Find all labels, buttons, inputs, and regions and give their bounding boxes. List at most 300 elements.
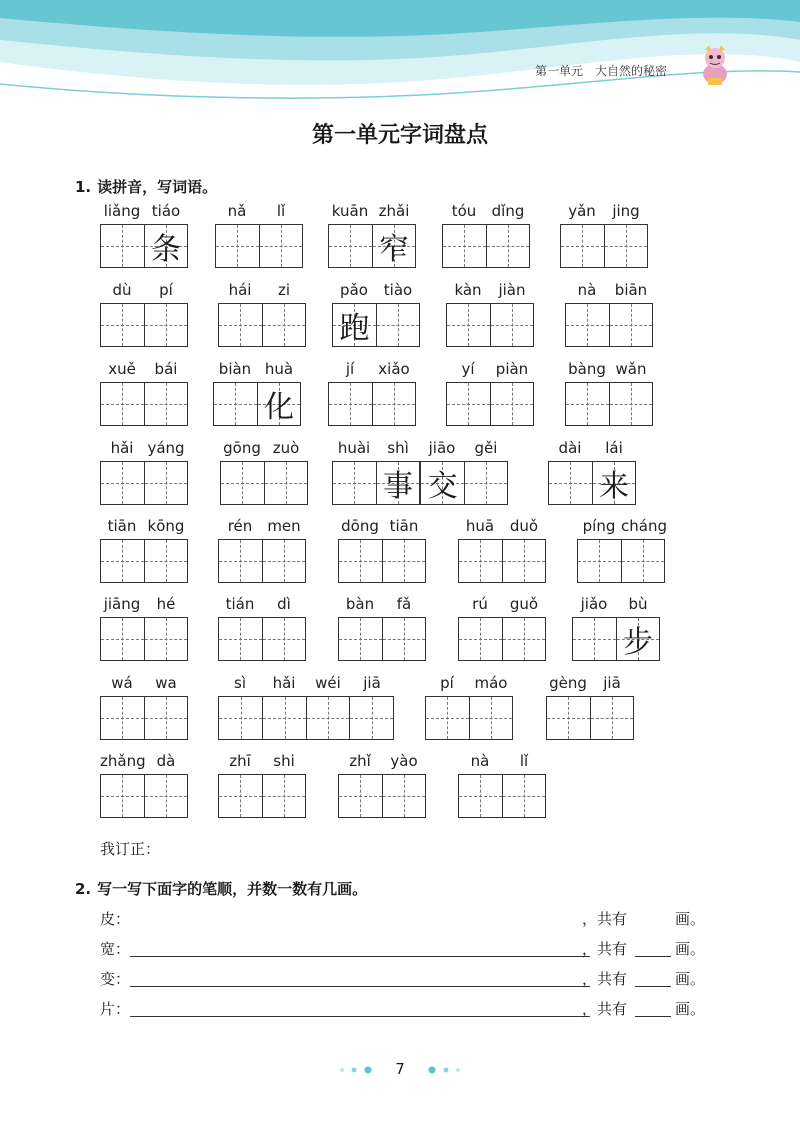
writing-cell[interactable] (592, 462, 635, 504)
writing-cell[interactable] (566, 383, 609, 425)
writing-cell[interactable] (486, 225, 529, 267)
pinyin-syllable: tiáo (151, 202, 181, 220)
cell-char (573, 618, 616, 660)
pinyin-syllable: zuò (272, 439, 300, 457)
stroke-answer-line[interactable] (130, 956, 590, 957)
cell-char (265, 462, 307, 504)
writing-grid (100, 696, 188, 740)
question-text: 读拼音，写词语。 (97, 178, 218, 196)
cell-char (145, 304, 187, 346)
stroke-count-blank[interactable] (635, 956, 671, 957)
pinyin-line (332, 439, 420, 461)
pinyin-line (220, 439, 308, 461)
cell-char: 步 (622, 625, 653, 660)
writing-cell[interactable] (262, 540, 305, 582)
word-item (458, 517, 546, 583)
pinyin-syllable: yào (390, 752, 418, 770)
writing-cell[interactable] (144, 225, 187, 267)
cell-char (263, 697, 306, 739)
writing-grid (546, 696, 634, 740)
writing-cell[interactable] (329, 225, 372, 267)
pinyin-syllable: máo (474, 674, 508, 692)
pinyin-syllable: huā (465, 517, 495, 535)
writing-grid (338, 617, 426, 661)
pinyin-syllable: bàng (568, 360, 606, 378)
pinyin-syllable: dài (558, 439, 582, 457)
word-item (442, 202, 530, 268)
correction-label: 我订正： (100, 840, 161, 858)
cell-char (350, 697, 393, 739)
pinyin-syllable: wǎn (615, 360, 647, 378)
writing-cell[interactable] (616, 618, 659, 660)
writing-cell[interactable] (490, 304, 533, 346)
pinyin-syllable: hǎi (110, 439, 134, 457)
writing-cell[interactable] (219, 697, 262, 739)
writing-cell[interactable] (144, 618, 187, 660)
stroke-unit-label: 画。 (675, 1000, 706, 1018)
writing-grid (218, 696, 394, 740)
pinyin-syllable: lǐ (276, 202, 286, 220)
pinyin-syllable: jing (612, 202, 640, 220)
stroke-char: 皮： (100, 910, 131, 928)
writing-cell[interactable] (502, 775, 545, 817)
stroke-char: 变： (100, 970, 131, 988)
writing-cell[interactable] (144, 540, 187, 582)
cell-char (503, 540, 545, 582)
pinyin-syllable: dà (156, 752, 176, 770)
writing-grid (425, 696, 513, 740)
cell-char (101, 462, 144, 504)
pinyin-syllable: shi (273, 752, 295, 770)
pinyin-syllable: jiāo (428, 439, 456, 457)
page-footer (0, 1060, 800, 1078)
word-item (100, 674, 188, 740)
pinyin-syllable: hái (228, 281, 252, 299)
dots-right-icon (424, 1065, 464, 1075)
pinyin-line (100, 595, 188, 617)
pinyin-syllable: gèng (549, 674, 587, 692)
pinyin-syllable: men (267, 517, 301, 535)
word-item (100, 281, 188, 347)
stroke-count-blank[interactable] (635, 986, 671, 987)
writing-cell[interactable] (144, 383, 187, 425)
writing-cell[interactable] (349, 697, 393, 739)
writing-cell[interactable] (447, 304, 490, 346)
writing-cell[interactable] (547, 697, 590, 739)
stroke-answer-line[interactable] (130, 986, 590, 987)
writing-cell[interactable] (339, 540, 382, 582)
pinyin-line (565, 360, 653, 382)
pinyin-syllable: zi (277, 281, 291, 299)
word-item (100, 360, 188, 426)
pinyin-syllable: jiā (603, 674, 621, 692)
pinyin-line (218, 281, 306, 303)
pinyin-syllable: jiāng (103, 595, 141, 613)
word-item (100, 517, 188, 583)
writing-cell[interactable] (214, 383, 257, 425)
pinyin-syllable: cháng (621, 517, 667, 535)
writing-cell[interactable] (216, 225, 259, 267)
writing-cell[interactable] (333, 462, 376, 504)
pinyin-syllable: xiǎo (378, 360, 410, 378)
stroke-char: 片： (100, 1000, 131, 1018)
writing-cell[interactable] (469, 697, 512, 739)
writing-grid (100, 539, 188, 583)
writing-cell[interactable] (262, 775, 305, 817)
pinyin-syllable: rú (472, 595, 488, 613)
writing-cell[interactable] (101, 775, 144, 817)
word-item (458, 595, 546, 661)
pinyin-syllable: pí (159, 281, 173, 299)
pinyin-syllable: fǎ (396, 595, 412, 613)
word-item (100, 439, 188, 505)
pinyin-syllable: huài (337, 439, 371, 457)
pinyin-line (328, 202, 416, 224)
cell-char (263, 618, 305, 660)
stroke-total-label: ，共有 (582, 1000, 628, 1018)
pinyin-line (218, 595, 306, 617)
pinyin-syllable: duǒ (509, 517, 539, 535)
cell-char (578, 540, 621, 582)
pinyin-line (565, 281, 653, 303)
cell-char (383, 618, 425, 660)
writing-cell[interactable] (262, 697, 306, 739)
pinyin-syllable: pí (440, 674, 454, 692)
writing-cell[interactable] (447, 383, 490, 425)
writing-cell[interactable] (609, 304, 652, 346)
cell-char (339, 540, 382, 582)
cell-char (145, 540, 187, 582)
pinyin-syllable: lǐ (519, 752, 529, 770)
writing-grid (548, 461, 636, 505)
pinyin-syllable: tóu (451, 202, 477, 220)
writing-cell[interactable] (464, 462, 507, 504)
writing-grid (420, 461, 508, 505)
writing-cell[interactable] (376, 304, 419, 346)
cell-char (503, 775, 545, 817)
writing-cell[interactable] (426, 697, 469, 739)
word-item (446, 281, 534, 347)
cell-char (101, 618, 144, 660)
writing-cell[interactable] (372, 383, 415, 425)
pinyin-syllable: sì (234, 674, 246, 692)
page-title: 第一单元字词盘点 (311, 123, 488, 148)
pinyin-syllable: zhǐ (349, 752, 371, 770)
pinyin-line (458, 752, 546, 774)
writing-cell[interactable] (443, 225, 486, 267)
pinyin-syllable: jiā (363, 674, 381, 692)
writing-cell[interactable] (101, 618, 144, 660)
pinyin-line (446, 281, 534, 303)
writing-cell[interactable] (382, 775, 425, 817)
cell-char: 化 (263, 390, 294, 425)
writing-cell[interactable] (604, 225, 647, 267)
pinyin-line (213, 360, 301, 382)
pinyin-line (425, 674, 513, 696)
word-item (548, 439, 636, 505)
cell-char (333, 462, 376, 504)
writing-cell[interactable] (573, 618, 616, 660)
cell-char (219, 540, 262, 582)
word-item (565, 360, 653, 426)
writing-cell[interactable] (382, 540, 425, 582)
writing-cell[interactable] (459, 540, 502, 582)
word-item (332, 281, 420, 347)
writing-grid (577, 539, 665, 583)
writing-grid (458, 774, 546, 818)
writing-cell[interactable] (219, 775, 262, 817)
cell-char (214, 383, 257, 425)
pinyin-syllable: dù (112, 281, 132, 299)
pinyin-syllable: nà (470, 752, 490, 770)
word-item (100, 595, 188, 661)
cell-char (263, 304, 305, 346)
word-item (420, 439, 508, 505)
cell-char (145, 462, 187, 504)
writing-cell[interactable] (609, 383, 652, 425)
cell-char (101, 540, 144, 582)
writing-grid (218, 539, 306, 583)
writing-cell[interactable] (421, 462, 464, 504)
cell-char: 来 (598, 469, 629, 504)
pinyin-syllable: kuān (331, 202, 369, 220)
word-item (458, 752, 546, 818)
pinyin-syllable: dōng (341, 517, 379, 535)
cell-char (605, 225, 647, 267)
writing-grid (338, 539, 426, 583)
word-item (220, 439, 308, 505)
cell-char (487, 225, 529, 267)
writing-cell[interactable] (329, 383, 372, 425)
cell-char (547, 697, 590, 739)
stroke-row (100, 938, 706, 962)
pinyin-line (328, 360, 416, 382)
cell-char (373, 383, 415, 425)
question-number: 1. (75, 178, 92, 196)
cell-char (566, 383, 609, 425)
pinyin-syllable: gōng (223, 439, 261, 457)
cell-char (219, 304, 262, 346)
word-item (546, 674, 634, 740)
cell-char (219, 618, 262, 660)
cell-char (465, 462, 507, 504)
writing-grid (100, 461, 188, 505)
word-item (218, 595, 306, 661)
question-text: 写一写下面字的笔顺，并数一数有几画。 (97, 880, 368, 898)
writing-cell[interactable] (101, 697, 144, 739)
writing-cell[interactable] (339, 618, 382, 660)
pinyin-syllable: jiǎo (580, 595, 608, 613)
writing-grid (100, 382, 188, 426)
pinyin-syllable: zhǎi (378, 202, 410, 220)
pinyin-line (215, 202, 303, 224)
writing-grid (446, 303, 534, 347)
stroke-total-label: ，共有 (582, 970, 628, 988)
writing-cell[interactable] (382, 618, 425, 660)
word-item (560, 202, 648, 268)
writing-cell[interactable] (101, 540, 144, 582)
writing-cell[interactable] (144, 462, 187, 504)
stroke-row (100, 998, 706, 1022)
cell-char (219, 697, 262, 739)
writing-cell[interactable] (144, 775, 187, 817)
cell-char (491, 383, 533, 425)
writing-grid (338, 774, 426, 818)
pinyin-line (560, 202, 648, 224)
writing-cell[interactable] (376, 462, 419, 504)
word-item (565, 281, 653, 347)
pinyin-syllable: pǎo (340, 281, 368, 299)
pinyin-line (218, 674, 394, 696)
writing-cell[interactable] (101, 225, 144, 267)
writing-cell[interactable] (372, 225, 415, 267)
writing-cell[interactable] (333, 304, 376, 346)
pinyin-line (100, 281, 188, 303)
cell-char (383, 540, 425, 582)
writing-cell[interactable] (459, 618, 502, 660)
pinyin-syllable: shì (387, 439, 409, 457)
writing-cell[interactable] (101, 383, 144, 425)
writing-grid (565, 382, 653, 426)
stroke-answer-line[interactable] (130, 1016, 590, 1017)
writing-grid (332, 461, 420, 505)
pinyin-line (546, 674, 634, 696)
cell-char (263, 775, 305, 817)
writing-cell[interactable] (590, 697, 633, 739)
writing-cell[interactable] (144, 304, 187, 346)
pinyin-syllable: jí (345, 360, 355, 378)
cell-char (377, 304, 419, 346)
cell-char (339, 618, 382, 660)
pinyin-syllable: jiàn (498, 281, 526, 299)
pinyin-syllable: tián (225, 595, 255, 613)
writing-cell[interactable] (219, 540, 262, 582)
cell-char (329, 225, 372, 267)
pinyin-syllable: nà (577, 281, 597, 299)
writing-cell[interactable] (262, 618, 305, 660)
pinyin-line (420, 439, 508, 461)
pinyin-syllable: kàn (454, 281, 482, 299)
word-item (218, 674, 394, 740)
cell-char (101, 304, 144, 346)
writing-grid (100, 774, 188, 818)
writing-cell[interactable] (221, 462, 264, 504)
writing-cell[interactable] (306, 697, 350, 739)
word-item (215, 202, 303, 268)
pinyin-syllable: bù (628, 595, 648, 613)
writing-grid (458, 539, 546, 583)
writing-cell[interactable] (502, 540, 545, 582)
cell-char (610, 304, 652, 346)
cell-char (145, 775, 187, 817)
writing-cell[interactable] (502, 618, 545, 660)
writing-cell[interactable] (339, 775, 382, 817)
pinyin-line (100, 752, 188, 774)
word-item (338, 595, 426, 661)
word-item (577, 517, 665, 583)
pinyin-syllable: dì (277, 595, 291, 613)
pinyin-line (100, 360, 188, 382)
cell-char (263, 540, 305, 582)
cell-char (447, 304, 490, 346)
word-item (218, 281, 306, 347)
cell-char (503, 618, 545, 660)
pinyin-syllable: dǐng (491, 202, 525, 220)
writing-grid (220, 461, 308, 505)
pinyin-syllable: bái (154, 360, 178, 378)
writing-cell[interactable] (259, 225, 302, 267)
stroke-unit-label: 画。 (675, 970, 706, 988)
writing-cell[interactable] (490, 383, 533, 425)
pinyin-line (100, 517, 188, 539)
cell-char (447, 383, 490, 425)
dots-left-icon (336, 1065, 376, 1075)
writing-cell[interactable] (144, 697, 187, 739)
pinyin-syllable: zhī (229, 752, 251, 770)
pinyin-line (572, 595, 660, 617)
writing-cell[interactable] (101, 304, 144, 346)
writing-cell[interactable] (264, 462, 307, 504)
pinyin-syllable: piàn (495, 360, 529, 378)
writing-cell[interactable] (561, 225, 604, 267)
writing-cell[interactable] (219, 618, 262, 660)
pinyin-syllable: huà (264, 360, 294, 378)
question-number: 2. (75, 880, 92, 898)
cell-char (221, 462, 264, 504)
writing-cell[interactable] (262, 304, 305, 346)
writing-grid (218, 303, 306, 347)
writing-grid (458, 617, 546, 661)
cell-char (443, 225, 486, 267)
question-1 (75, 176, 217, 197)
cell-char (566, 304, 609, 346)
pinyin-syllable: yí (461, 360, 475, 378)
pinyin-syllable: lái (605, 439, 623, 457)
word-item (338, 752, 426, 818)
writing-cell[interactable] (578, 540, 621, 582)
word-item (213, 360, 301, 426)
writing-cell[interactable] (257, 383, 300, 425)
writing-grid (218, 617, 306, 661)
mascot-icon (698, 44, 732, 86)
cell-char (101, 697, 144, 739)
writing-cell[interactable] (566, 304, 609, 346)
cell-char: 事 (382, 469, 413, 504)
writing-grid (565, 303, 653, 347)
pinyin-syllable: yáng (147, 439, 185, 457)
writing-cell[interactable] (219, 304, 262, 346)
pinyin-line (458, 595, 546, 617)
writing-cell[interactable] (549, 462, 592, 504)
stroke-count-blank[interactable] (635, 1016, 671, 1017)
pinyin-syllable: xuě (108, 360, 136, 378)
pinyin-syllable: zhǎng (100, 752, 146, 770)
cell-char (101, 225, 144, 267)
pinyin-line (218, 752, 306, 774)
writing-grid (442, 224, 530, 268)
word-item (100, 752, 188, 818)
question-2 (75, 878, 367, 899)
pinyin-syllable: kōng (147, 517, 185, 535)
pinyin-syllable: bàn (345, 595, 375, 613)
writing-cell[interactable] (621, 540, 664, 582)
word-item (425, 674, 513, 740)
writing-cell[interactable] (459, 775, 502, 817)
writing-cell[interactable] (101, 462, 144, 504)
cell-char (145, 697, 187, 739)
pinyin-line (100, 439, 188, 461)
writing-grid (328, 224, 416, 268)
